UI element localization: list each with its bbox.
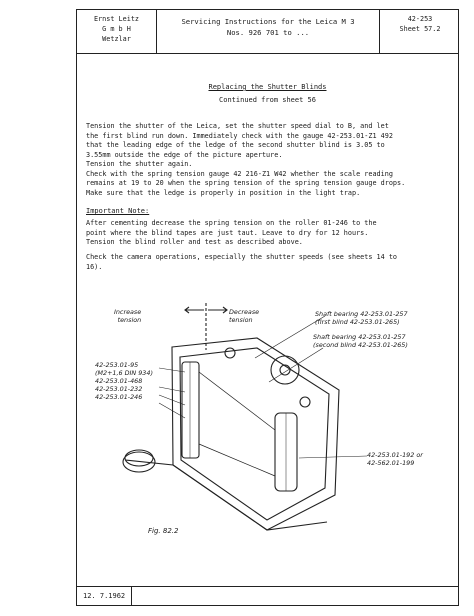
document-page <box>76 9 459 606</box>
part-number: 42-562.01-199 <box>367 459 415 467</box>
figure-caption: Fig. 82.2 <box>148 527 179 535</box>
left-roller <box>182 362 199 458</box>
frame-inner-edge <box>180 348 329 520</box>
text-line: Tension the shutter again. <box>86 160 193 168</box>
section-title: Replacing the Shutter Blinds <box>208 83 327 91</box>
part-number: 42-253.01-232 <box>95 385 143 393</box>
reference-number: 42-253 <box>407 15 433 23</box>
issue-date: 12. 7.1962 <box>77 587 132 605</box>
text-line: point where the blind tapes are just taut. Leave to dry for 12 hours. <box>86 228 369 237</box>
notes-heading: Important Note: <box>86 207 150 215</box>
section-subtitle: Continued from sheet 56 <box>219 96 316 104</box>
second-blind-bearing-label: Shaft bearing 42-253.01-257 (second blind 42-253.01-265) <box>313 333 408 349</box>
shutter-drawing <box>77 290 460 560</box>
company-city: Wetzlar <box>102 35 131 43</box>
company-block <box>77 10 157 53</box>
instruction-paragraph <box>86 122 458 198</box>
shutter-figure <box>77 290 460 560</box>
text-line: Check with the spring tension gauge 42 216-Z1 W42 whether the scale reading <box>86 169 393 178</box>
serial-range: Nos. 926 701 to ... <box>226 28 310 37</box>
document-title: Servicing Instructions for the Leica M 3 <box>181 17 355 26</box>
part-number: 42-253.01-192 or <box>367 451 423 459</box>
blind-tape <box>199 372 275 430</box>
company-name: Ernst Leitz <box>93 15 139 23</box>
gear-wheel <box>271 356 299 384</box>
text-line: Check the camera operations, especially the shutter speeds (see sheets 14 to <box>86 253 397 261</box>
text-line: Make sure that the ledge is properly in position in the light trap. <box>86 188 361 197</box>
sheet-block <box>380 10 460 53</box>
text-line: 3.55mm outside the edge of the picture aperture. <box>86 150 283 159</box>
part-number: 42-253.01-246 <box>95 393 143 401</box>
increase-tension-label: Increase tension <box>114 308 142 324</box>
operations-paragraph <box>86 253 458 272</box>
text-line: After cementing decrease the spring tension on the roller 01-246 to the <box>86 219 377 227</box>
text-line: 16). <box>86 262 103 271</box>
text-line: the first blind run down. Immediately check with the gauge 42-253.01-Z1 492 <box>86 131 393 140</box>
leader-line <box>299 456 367 458</box>
leader-line <box>269 348 323 382</box>
text-line: that the leading edge of the ledge of the second shutter blind is 3.05 to <box>86 141 385 149</box>
document-footer <box>77 586 458 605</box>
text-line: remains at 19 to 20 when the spring tension of the spring tension gauge drops. <box>86 179 406 187</box>
right-part-numbers <box>367 451 423 467</box>
text-line: Tension the blind roller and test as described above. <box>86 238 303 246</box>
first-blind-bearing-label: Shaft bearing 42-253.01-257 (first blind 42-253.01-265) <box>315 310 408 326</box>
blind-tape <box>199 444 275 476</box>
part-number: 42-253.01-95 <box>95 361 139 369</box>
document-header <box>77 10 458 54</box>
title-block <box>157 10 380 53</box>
shutter-frame <box>172 338 339 530</box>
shaft-bearing <box>300 397 310 407</box>
part-number: (M2+1,6 DIN 934) <box>95 369 153 377</box>
text-line: Tension the shutter of the Leica, set the shutter speed dial to B, and let <box>86 122 389 130</box>
company-form: G m b H <box>102 25 131 33</box>
notes-paragraph <box>86 219 458 248</box>
left-part-numbers <box>95 361 153 401</box>
decrease-tension-label: Decrease tension <box>229 308 260 324</box>
sheet-number: Sheet 57.2 <box>399 25 441 33</box>
shaft-bearing <box>225 348 235 358</box>
part-number: 42-253.01-468 <box>95 377 143 385</box>
